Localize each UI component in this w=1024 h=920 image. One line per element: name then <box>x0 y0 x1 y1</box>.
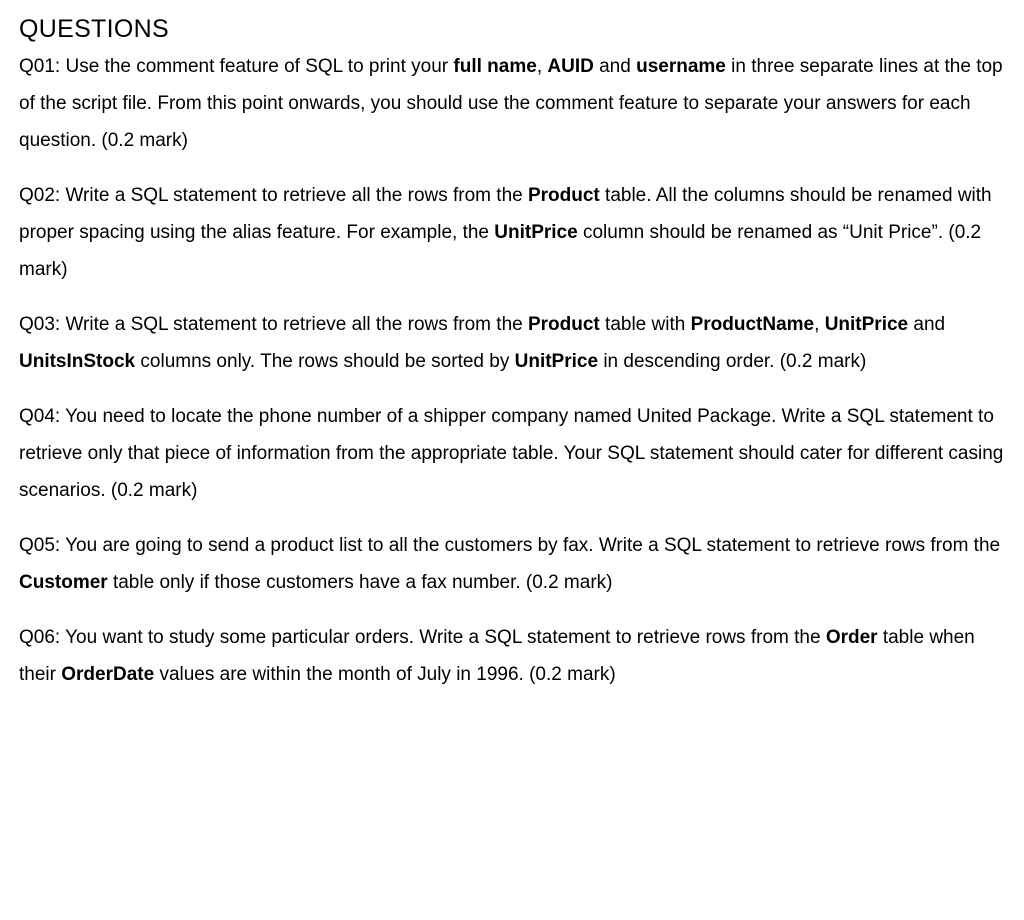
question-q02 <box>19 177 1009 288</box>
question-text: , <box>536 56 548 77</box>
question-text: Q05: You are going to send a product list to all the customers by fax. Write a SQL statement to retrieve rows from the <box>19 535 1001 556</box>
question-text: values are within the month of July in 1996. (0.2 mark) <box>154 664 616 685</box>
question-q06 <box>19 619 1009 693</box>
question-keyword: AUID <box>547 56 594 77</box>
question-keyword: UnitPrice <box>494 222 578 243</box>
question-keyword: UnitsInStock <box>19 351 136 372</box>
question-text: Q03: Write a SQL statement to retrieve all the rows from the <box>19 314 528 335</box>
question-text: column should be renamed as “Unit Price”. (0.2 mark) <box>19 222 982 280</box>
question-text: Q02: Write a SQL statement to retrieve all the rows from the <box>19 185 528 206</box>
question-keyword: Order <box>825 627 878 648</box>
question-text: in descending order. (0.2 mark) <box>598 351 867 372</box>
question-text: table when their <box>19 627 975 685</box>
question-text: , <box>814 314 825 335</box>
question-keyword: OrderDate <box>61 664 155 685</box>
question-keyword: username <box>636 56 726 77</box>
question-keyword: UnitPrice <box>514 351 599 372</box>
question-text: table only if those customers have a fax number. (0.2 mark) <box>107 572 613 593</box>
question-text: table. All the columns should be renamed with proper spacing using the alias feature. For example, the <box>19 185 992 243</box>
question-text: table with <box>599 314 691 335</box>
question-q03 <box>19 306 1009 380</box>
question-text: Q06: You want to study some particular orders. Write a SQL statement to retrieve rows from the <box>19 627 826 648</box>
question-q05 <box>19 527 1009 601</box>
question-keyword: ProductName <box>690 314 815 335</box>
question-keyword: Product <box>527 185 600 206</box>
question-list <box>19 48 1009 693</box>
question-text: columns only. The rows should be sorted by <box>135 351 515 372</box>
question-q01 <box>19 48 1009 159</box>
question-q04 <box>19 398 1009 509</box>
question-text: in three separate lines at the top of the script file. From this point onwards, you should use the comment feature to separate your answers for each question. (0.2 mark) <box>19 56 1003 151</box>
question-text: and <box>593 56 637 77</box>
question-keyword: UnitPrice <box>824 314 909 335</box>
question-text: and <box>908 314 946 335</box>
question-keyword: Customer <box>19 572 108 593</box>
document-page <box>19 12 1009 711</box>
question-keyword: full name <box>453 56 537 77</box>
question-text: Q04: You need to locate the phone number of a shipper company named United Package. Write a SQL statement to retrieve only that piece of information from the appropriate table. Your SQL statement should cater for different casing scenarios. (0.2 mark) <box>19 406 1004 501</box>
page-title: QUESTIONS <box>19 15 169 43</box>
question-keyword: Product <box>527 314 600 335</box>
question-text: Q01: Use the comment feature of SQL to print your <box>19 56 454 77</box>
